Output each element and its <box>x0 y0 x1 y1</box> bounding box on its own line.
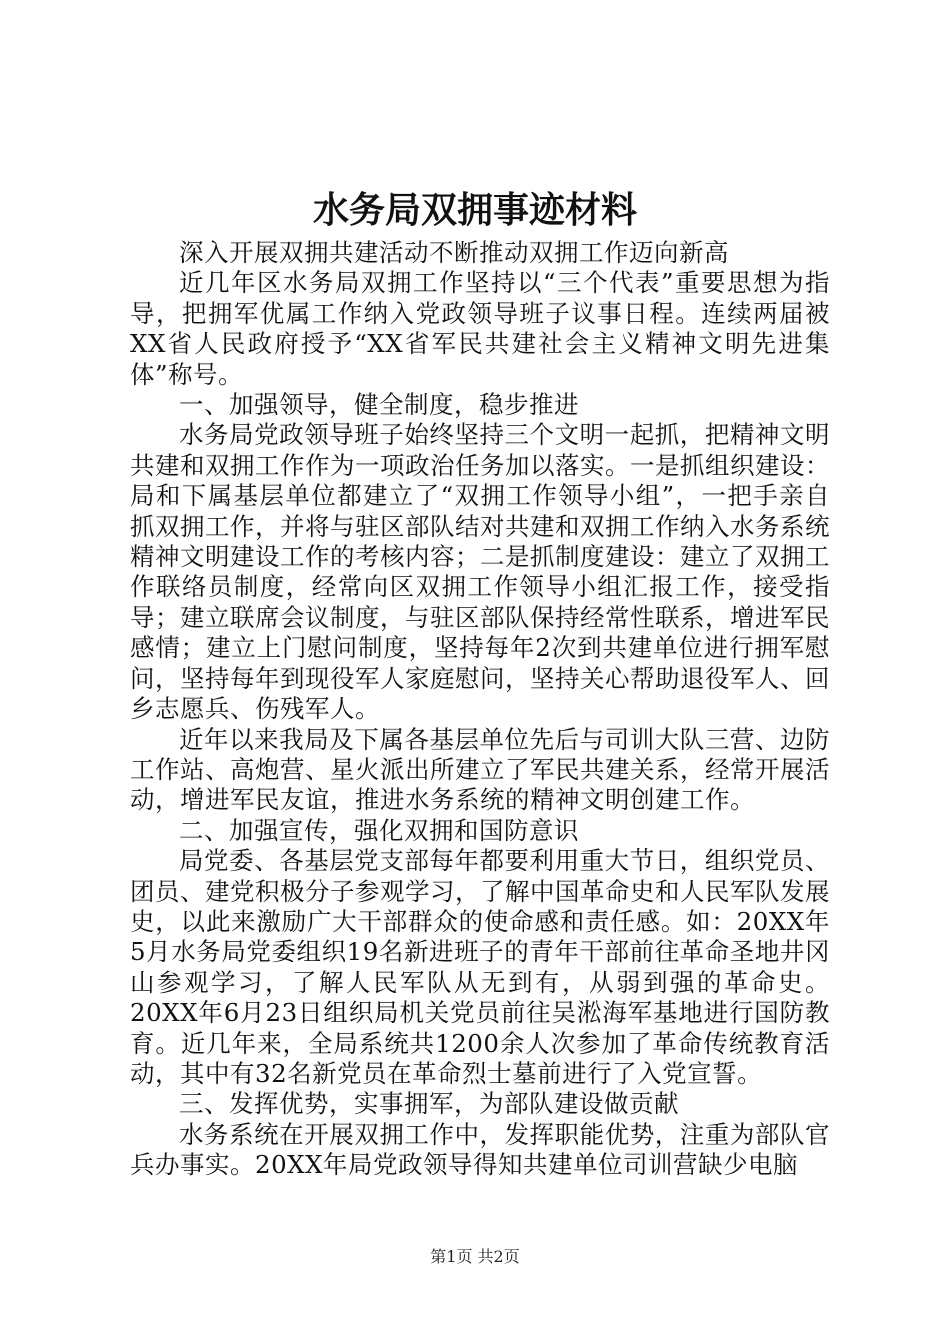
paragraph-section-1a: 水务局党政领导班子始终坚持三个文明一起抓，把精神文明共建和双拥工作作为一项政治任务加以落实。一是抓组织建设：局和下属基层单位都建立了“双拥工作领导小组”，一把手亲自抓双拥工作，并将与驻区部队结对共建和双拥工作纳入水务系统精神文明建设工作的考核内容；二是抓制度建设：建立了双拥工作联络员制度，经常向区双拥工作领导小组汇报工作，接受指导；建立联席会议制度，与驻区部队保持经常性联系，增进军民感情；建立上门慰问制度，坚持每年2次到共建单位进行拥军慰问，坚持每年到现役军人家庭慰问，坚持关心帮助退役军人、回乡志愿兵、伤残军人。 <box>130 420 830 724</box>
document-subtitle: 深入开展双拥共建活动不断推动双拥工作迈向新高 <box>179 238 729 267</box>
document-title: 水务局双拥事迹材料 <box>312 189 637 231</box>
paragraph-intro: 近几年区水务局双拥工作坚持以“三个代表”重要思想为指导，把拥军优属工作纳入党政领导班子议事日程。连续两届被XX省人民政府授予“XX省军民共建社会主义精神文明先进集体”称号。 <box>130 268 830 389</box>
section-heading-2: 二、加强宣传，强化双拥和国防意识 <box>179 815 579 845</box>
paragraph-section-1b: 近年以来我局及下属各基层单位先后与司训大队三营、边防工作站、高炮营、星火派出所建立了军民共建关系，经常开展活动，增进军民友谊，推进水务系统的精神文明创建工作。 <box>130 724 830 815</box>
section-heading-1: 一、加强领导，健全制度，稳步推进 <box>179 390 579 420</box>
page-footer: 第1页 共2页 <box>430 1247 520 1266</box>
paragraph-section-2: 局党委、各基层党支部每年都要利用重大节日，组织党员、团员、建党积极分子参观学习，了解中国革命史和人民军队发展史，以此来激励广大干部群众的使命感和责任感。如：20XX年5月水务局党委组织19名新进班子的青年干部前往革命圣地井冈山参观学习，了解人民军队从无到有，从弱到强的革命史。20XX年6月23日组织局机关党员前往吴淞海军基地进行国防教育。近几年来，全局系统共1200余人次参加了革命传统教育活动，其中有32名新党员在革命烈士墓前进行了入党宣誓。 <box>130 846 830 1088</box>
paragraph-section-3: 水务系统在开展双拥工作中，发挥职能优势，注重为部队官兵办事实。20XX年局党政领导得知共建单位司训营缺少电脑 <box>130 1119 830 1180</box>
section-heading-3: 三、发挥优势，实事拥军，为部队建设做贡献 <box>179 1089 679 1119</box>
document-body <box>130 238 830 1181</box>
